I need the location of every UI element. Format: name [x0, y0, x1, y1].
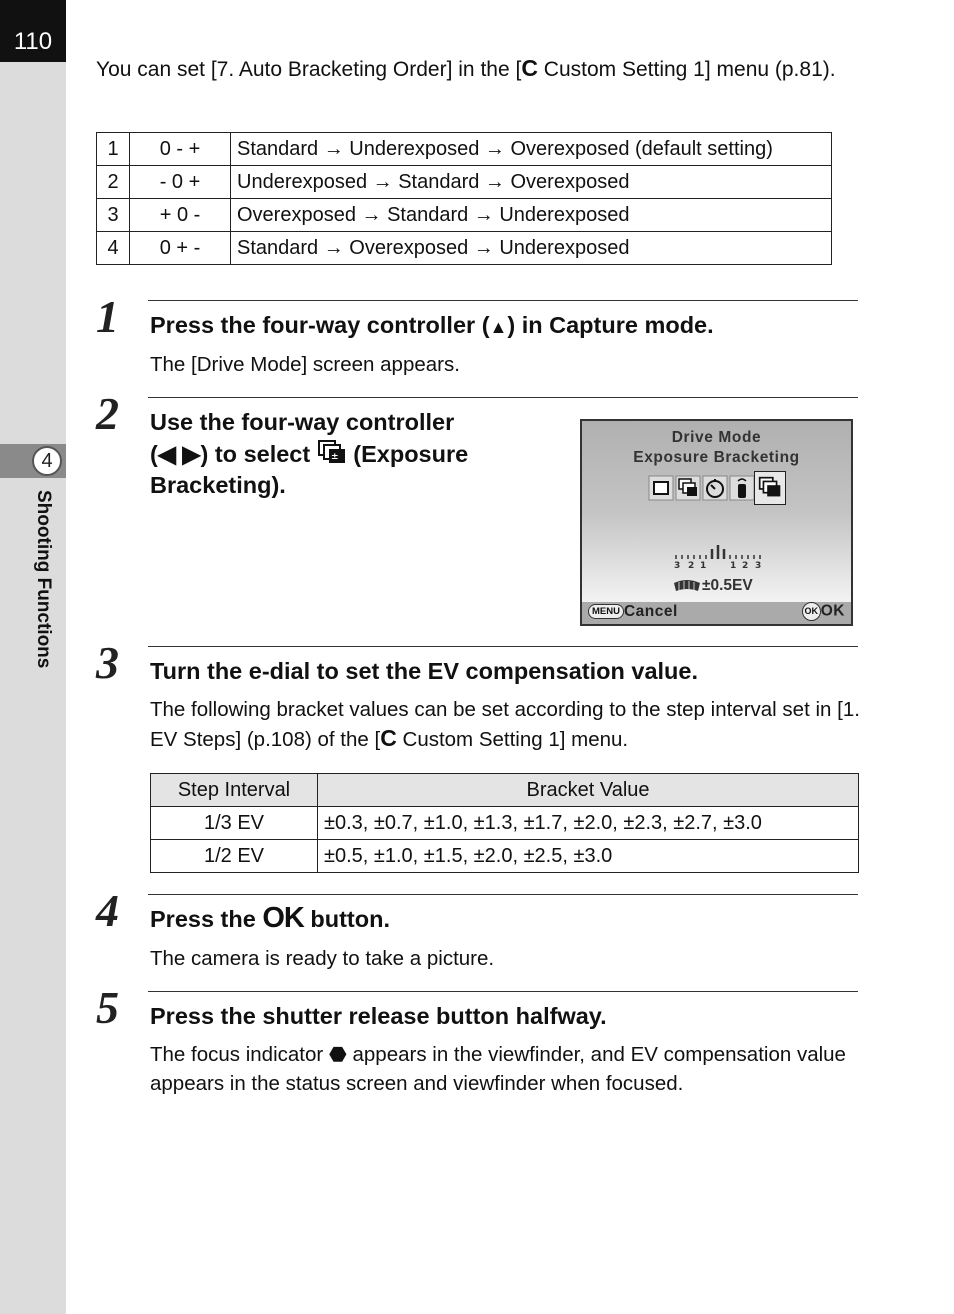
order-description: Standard → Overexposed → Underexposed: [231, 232, 832, 265]
order-number: 4: [97, 232, 130, 265]
table-row: [151, 840, 859, 873]
ev-value-readout: [672, 577, 753, 595]
step-title-line: Bracketing).: [150, 472, 286, 498]
step-title: [150, 903, 390, 936]
ev-bracket-scale: [674, 545, 764, 569]
order-sequence: 0 + -: [130, 232, 231, 265]
scale-label: 1: [700, 561, 707, 569]
order-description: Underexposed → Standard → Overexposed: [231, 166, 832, 199]
step-divider: [148, 894, 858, 895]
bracketing-order-table: [96, 132, 832, 265]
order-sequence: - 0 +: [130, 166, 231, 199]
step-title: Press the shutter release button halfway.: [150, 1003, 607, 1029]
column-header: Bracket Value: [318, 774, 859, 807]
step-body-text: The following bracket values can be set according to the step interval set in [1. EV Steps] (p.108) of the [: [150, 698, 860, 751]
focus-indicator-icon: ⬣: [328, 1043, 347, 1066]
step-number: 5: [96, 982, 119, 1033]
cancel-hint: [588, 603, 678, 621]
table-row: [97, 232, 832, 265]
table-row: [97, 199, 832, 232]
step-interval: 1/3 EV: [151, 807, 318, 840]
exposure-bracketing-icon: [754, 471, 786, 505]
scale-label: 2: [742, 561, 749, 569]
left-right-arrows-icon: (◀ ▶): [150, 440, 209, 467]
step-title-line: Use the four-way controller: [150, 409, 455, 435]
camera-screen-title: Drive Mode: [671, 429, 762, 446]
step-number: 3: [96, 637, 119, 688]
step-title-text: to select: [208, 440, 317, 467]
svg-text:±: ±: [330, 451, 339, 462]
continuous-icon: [675, 475, 701, 501]
bracket-values-table: [150, 773, 859, 873]
self-timer-icon: [702, 475, 728, 501]
single-frame-icon: [648, 475, 674, 501]
chapter-title-container: [32, 490, 62, 690]
step-body: The camera is ready to take a picture.: [150, 947, 495, 970]
step-divider: [148, 646, 858, 647]
table-row: [97, 166, 832, 199]
exposure-bracketing-icon: [317, 439, 347, 465]
custom-setting-icon: C: [380, 725, 397, 751]
scale-label: 3: [674, 561, 681, 569]
step-title-text: Press the: [150, 906, 263, 932]
remote-icon: [729, 475, 755, 501]
e-dial-icon: [672, 579, 702, 593]
cancel-label: Cancel: [623, 602, 678, 620]
scale-label: 3: [755, 561, 762, 569]
column-header: Step Interval: [151, 774, 318, 807]
step-number: 4: [96, 885, 119, 936]
step-body: [150, 1040, 860, 1098]
chapter-number: 4: [32, 446, 62, 476]
step-title: [150, 407, 550, 502]
order-number: 1: [97, 133, 130, 166]
step-body: The [Drive Mode] screen appears.: [150, 353, 460, 376]
menu-button-icon: MENU: [588, 604, 624, 619]
order-sequence: + 0 -: [130, 199, 231, 232]
step-number: 2: [96, 388, 119, 439]
order-number: 3: [97, 199, 130, 232]
ok-label: OK: [820, 602, 845, 620]
step-title: Turn the e-dial to set the EV compensation value.: [150, 658, 698, 684]
intro-text-after: Custom Setting 1] menu (p.81).: [537, 58, 836, 81]
table-row: [97, 133, 832, 166]
order-sequence: 0 - +: [130, 133, 231, 166]
order-description: Standard → Underexposed → Overexposed (default setting): [231, 133, 832, 166]
scale-label: 2: [688, 561, 695, 569]
table-row: [151, 807, 859, 840]
order-number: 2: [97, 166, 130, 199]
custom-setting-icon: C: [521, 55, 538, 81]
page-number: 110: [0, 0, 66, 62]
table-header-row: [151, 774, 859, 807]
up-arrow-icon: ▲: [489, 317, 508, 337]
step-divider: [148, 300, 858, 301]
step-title-text: ) in Capture mode.: [507, 312, 714, 338]
step-interval: 1/2 EV: [151, 840, 318, 873]
ok-button-icon: OK: [802, 602, 821, 621]
step-divider: [148, 397, 858, 398]
step-title-text: Press the four-way controller (: [150, 312, 490, 338]
step-body-text: appears in the viewfinder, and EV compensation value appears in the status screen and viewfinder when focused.: [150, 1043, 846, 1095]
ok-hint: [802, 602, 845, 621]
bracket-values: ±0.5, ±1.0, ±1.5, ±2.0, ±2.5, ±3.0: [318, 840, 859, 873]
bracket-values: ±0.3, ±0.7, ±1.0, ±1.3, ±1.7, ±2.0, ±2.3, ±2.7, ±3.0: [318, 807, 859, 840]
ev-value: ±0.5EV: [702, 577, 753, 594]
ok-button-glyph: OK: [262, 902, 304, 934]
intro-paragraph: [96, 54, 866, 84]
camera-screen-subtitle: Exposure Bracketing: [633, 449, 800, 466]
step-title-text: (Exposure: [346, 440, 469, 467]
intro-text-before: You can set [7. Auto Bracketing Order] in the [: [96, 58, 522, 81]
step-body: [150, 695, 860, 754]
step-body-text: Custom Setting 1] menu.: [396, 728, 629, 751]
step-title: [150, 310, 714, 344]
order-description: Overexposed → Standard → Underexposed: [231, 199, 832, 232]
camera-drive-mode-screen: [580, 419, 853, 626]
step-title-text: button.: [303, 906, 390, 932]
chapter-title: Shooting Functions: [33, 490, 54, 669]
scale-label: 1: [730, 561, 737, 569]
step-body-text: The focus indicator: [150, 1043, 329, 1066]
step-divider: [148, 991, 858, 992]
step-number: 1: [96, 291, 119, 342]
step-title-line: [150, 439, 550, 471]
